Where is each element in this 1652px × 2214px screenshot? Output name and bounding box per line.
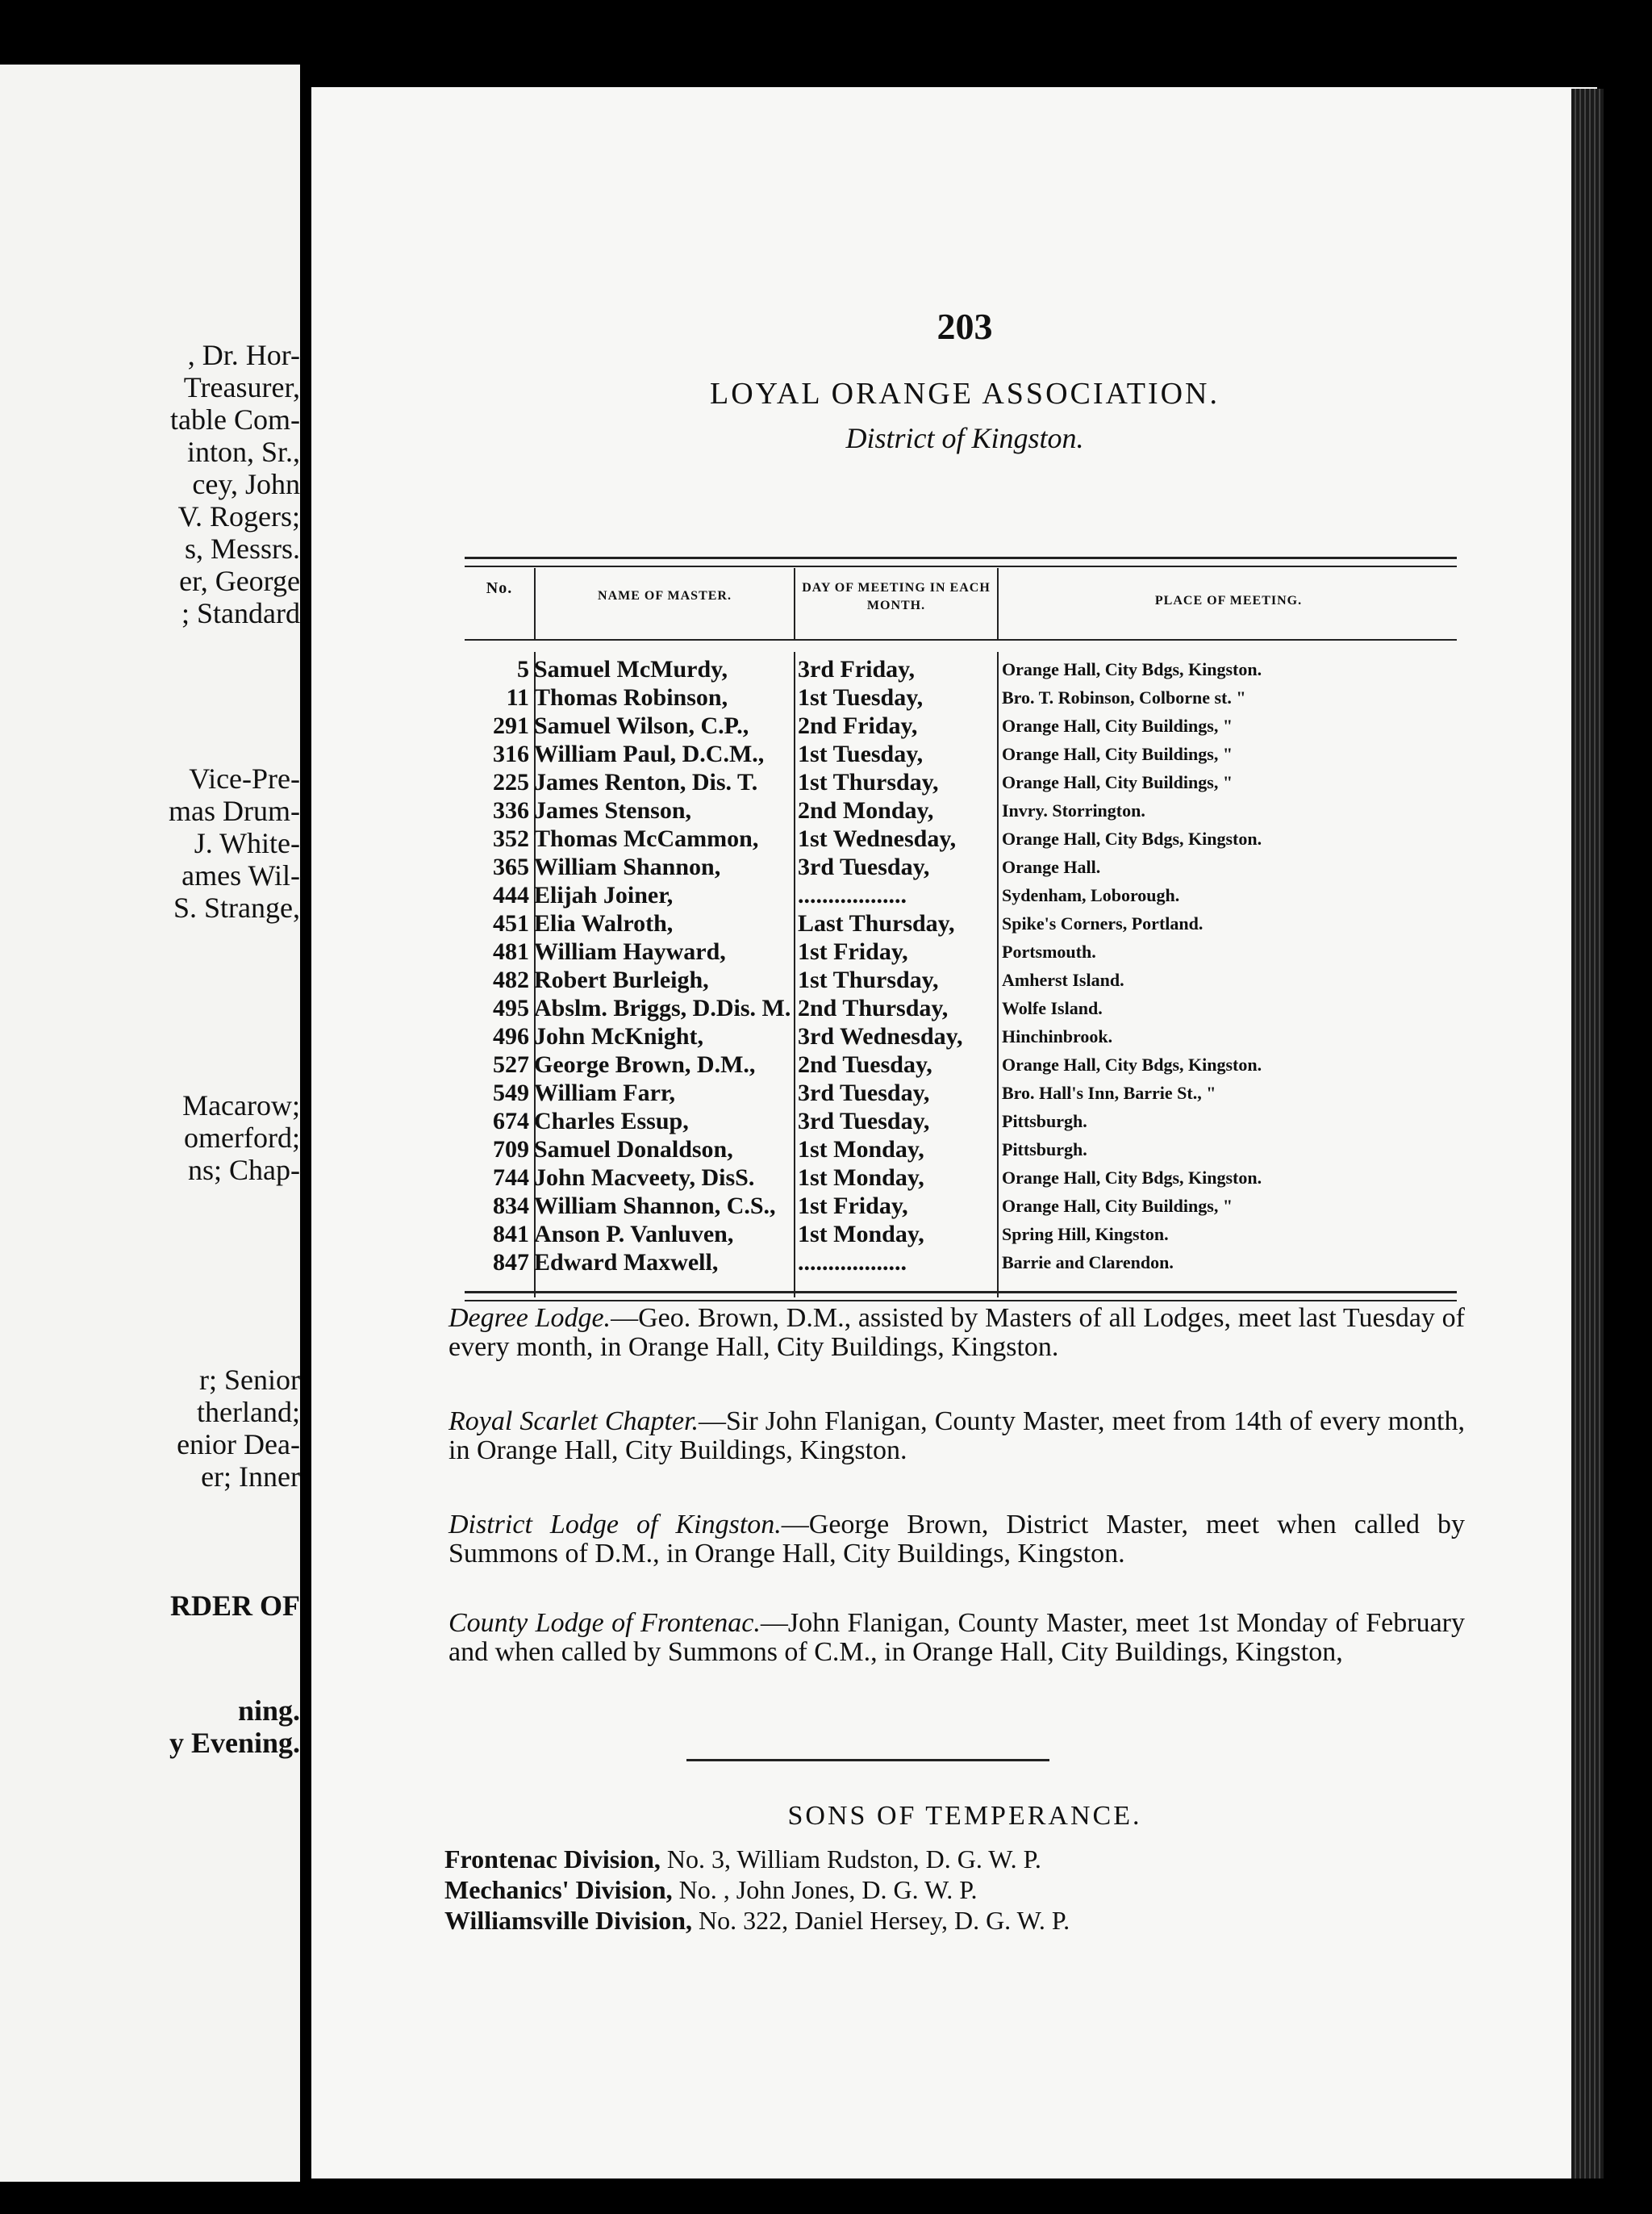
left-page-fragment bbox=[0, 65, 300, 2182]
master-name: Elia Walroth, bbox=[534, 910, 674, 937]
master-name: William Shannon, C.S., bbox=[534, 1193, 776, 1219]
meeting-place: Orange Hall, City Buildings, " bbox=[1002, 1196, 1233, 1216]
header-place: PLACE OF MEETING. bbox=[1154, 594, 1303, 608]
paragraph-lead: County Lodge of Frontenac. bbox=[448, 1608, 761, 1638]
left-page-text-fragment: ; Standard bbox=[181, 597, 300, 629]
lodge-number: 709 bbox=[493, 1136, 529, 1163]
left-page-text-fragment: r; Senior bbox=[199, 1364, 300, 1396]
meeting-place: Orange Hall, City Bdgs, Kingston. bbox=[1002, 829, 1262, 849]
meeting-day: 3rd Tuesday, bbox=[798, 854, 930, 880]
table-row bbox=[465, 994, 1457, 1022]
paragraph-text: —Sir John Flanigan, County Master, meet from 14th of every month, in Orange Hall, City Buildings, Kingston. bbox=[448, 1406, 1465, 1465]
meeting-place: Orange Hall, City Buildings, " bbox=[1002, 716, 1233, 736]
paragraph-lead: Royal Scarlet Chapter. bbox=[448, 1406, 699, 1436]
paragraph-text: —John Flanigan, County Master, meet 1st Monday of February and when called by Summons of C.M., in Orange Hall, City Buildings, Kingston, bbox=[448, 1608, 1465, 1667]
left-page-text-fragment: cey, John bbox=[192, 468, 300, 500]
meeting-day: 2nd Friday, bbox=[798, 712, 918, 739]
table-row bbox=[465, 768, 1457, 796]
meeting-place: Invry. Storrington. bbox=[1002, 800, 1145, 821]
table-column-divider bbox=[997, 568, 999, 639]
left-page-text-fragment: ns; Chap- bbox=[188, 1154, 300, 1186]
lodge-number: 841 bbox=[493, 1221, 529, 1247]
page-number: 203 bbox=[937, 306, 993, 347]
master-name: Elijah Joiner, bbox=[534, 882, 674, 909]
meeting-day: 3rd Wednesday, bbox=[798, 1023, 963, 1050]
paragraph-lead: District Lodge of Kingston. bbox=[448, 1510, 782, 1539]
left-page-text-fragment: Macarow; bbox=[182, 1089, 300, 1122]
left-page-text-fragment: J. White- bbox=[194, 827, 300, 859]
meeting-day: 1st Tuesday, bbox=[798, 684, 924, 711]
lodge-number: 5 bbox=[517, 656, 529, 683]
meeting-day: 1st Wednesday, bbox=[798, 825, 957, 852]
meeting-day: 1st Tuesday, bbox=[798, 741, 924, 767]
county-lodge-paragraph bbox=[448, 1609, 1465, 1667]
meeting-place: Orange Hall, City Buildings, " bbox=[1002, 772, 1233, 792]
left-page-text-fragment: enior Dea- bbox=[177, 1428, 300, 1460]
table-row bbox=[465, 1220, 1457, 1248]
meeting-place: Bro. T. Robinson, Colborne st. " bbox=[1002, 687, 1246, 708]
master-name: William Farr, bbox=[534, 1080, 675, 1106]
left-page-text-fragment: er, George bbox=[179, 565, 300, 597]
meeting-place: Orange Hall, City Bdgs, Kingston. bbox=[1002, 1055, 1262, 1075]
table-row bbox=[465, 1051, 1457, 1079]
left-page-text-fragment: Treasurer, bbox=[183, 371, 300, 403]
meeting-place: Amherst Island. bbox=[1002, 970, 1124, 990]
paragraph-text: —Geo. Brown, D.M., assisted by Masters of all Lodges, meet last Tuesday of every month, in Orange Hall, City Buildings, Kingston. bbox=[448, 1303, 1465, 1362]
left-page-text-fragment: er; Inner bbox=[201, 1460, 300, 1493]
lodge-number: 744 bbox=[493, 1164, 529, 1191]
district-lodge-paragraph bbox=[448, 1510, 1465, 1569]
header-rule bbox=[465, 639, 1457, 641]
table-row bbox=[465, 655, 1457, 683]
meeting-place: Sydenham, Loborough. bbox=[1002, 885, 1180, 905]
meeting-place: Pittsburgh. bbox=[1002, 1111, 1087, 1131]
left-page-text-fragment: table Com- bbox=[170, 403, 300, 436]
right-page bbox=[311, 87, 1597, 2178]
table-row bbox=[465, 1022, 1457, 1051]
table-row bbox=[465, 909, 1457, 938]
master-name: James Stenson, bbox=[534, 797, 692, 824]
lodge-number: 444 bbox=[493, 882, 529, 909]
sons-title: SONS OF TEMPERANCE. bbox=[787, 1801, 1142, 1831]
meeting-day: 1st Monday, bbox=[798, 1221, 924, 1247]
meeting-place: Wolfe Island. bbox=[1002, 998, 1103, 1018]
master-name: Edward Maxwell, bbox=[534, 1249, 719, 1276]
lodge-number: 352 bbox=[493, 825, 529, 852]
lodge-number: 527 bbox=[493, 1051, 529, 1078]
table-row bbox=[465, 966, 1457, 994]
lodge-number: 834 bbox=[493, 1193, 529, 1219]
left-page-text-fragment: ning. bbox=[237, 1694, 300, 1727]
division-details: No. 3, William Rudston, D. G. W. P. bbox=[660, 1844, 1041, 1874]
table-row bbox=[465, 1248, 1457, 1276]
left-page-text-fragment: y Evening. bbox=[169, 1727, 300, 1759]
table-row bbox=[465, 1107, 1457, 1135]
master-name: Abslm. Briggs, D.Dis. M. bbox=[534, 995, 791, 1021]
header-no: No. bbox=[486, 579, 513, 597]
table-row bbox=[465, 1163, 1457, 1192]
lodge-number: 225 bbox=[493, 769, 529, 796]
left-page-text-fragment: mas Drum- bbox=[169, 795, 300, 827]
lodge-number: 365 bbox=[493, 854, 529, 880]
master-name: Thomas Robinson, bbox=[534, 684, 728, 711]
lodge-number: 674 bbox=[493, 1108, 529, 1134]
division-name: Mechanics' Division, bbox=[444, 1875, 673, 1904]
master-name: Thomas McCammon, bbox=[534, 825, 759, 852]
master-name: William Paul, D.C.M., bbox=[534, 741, 765, 767]
table-column-divider bbox=[794, 568, 795, 639]
lodge-number: 496 bbox=[493, 1023, 529, 1050]
meeting-day: 3rd Friday, bbox=[798, 656, 916, 683]
master-name: William Hayward, bbox=[534, 938, 726, 965]
left-page-text-fragment: V. Rogers; bbox=[177, 500, 300, 533]
page-edge bbox=[1571, 89, 1604, 2178]
meeting-day: 1st Thursday, bbox=[798, 769, 939, 796]
master-name: George Brown, D.M., bbox=[534, 1051, 756, 1078]
meeting-day: 1st Friday, bbox=[798, 938, 908, 965]
table-row bbox=[465, 796, 1457, 825]
header-day: DAY OF MEETING IN EACH MONTH. bbox=[802, 581, 991, 612]
left-page-text-fragment: S. Strange, bbox=[173, 892, 300, 924]
left-page-text-fragment: inton, Sr., bbox=[186, 436, 300, 468]
meeting-day: 2nd Tuesday, bbox=[798, 1051, 932, 1078]
meeting-place: Barrie and Clarendon. bbox=[1002, 1252, 1174, 1272]
meeting-place: Orange Hall, City Bdgs, Kingston. bbox=[1002, 659, 1262, 679]
paragraph-text: —George Brown, District Master, meet when called by Summons of D.M., in Orange Hall, City Buildings, Kingston. bbox=[448, 1510, 1466, 1569]
meeting-place: Hinchinbrook. bbox=[1002, 1026, 1113, 1046]
master-name: Charles Essup, bbox=[534, 1108, 689, 1134]
division-name: Williamsville Division, bbox=[444, 1906, 692, 1935]
lodge-number: 316 bbox=[493, 741, 529, 767]
meeting-day: 2nd Monday, bbox=[798, 797, 934, 824]
division-name: Frontenac Division, bbox=[444, 1844, 661, 1874]
meeting-place: Spike's Corners, Portland. bbox=[1002, 913, 1204, 934]
meeting-day: .................. bbox=[798, 882, 907, 909]
master-name: Samuel McMurdy, bbox=[534, 656, 728, 683]
lodge-number: 482 bbox=[493, 967, 529, 993]
lodge-number: 481 bbox=[493, 938, 529, 965]
paragraph-lead: Degree Lodge. bbox=[448, 1303, 611, 1333]
table-row bbox=[465, 881, 1457, 909]
meeting-place: Orange Hall. bbox=[1002, 857, 1101, 877]
left-page-text-fragment: s, Messrs. bbox=[184, 533, 300, 565]
left-page-text-fragment: , Dr. Hor- bbox=[187, 339, 300, 371]
meeting-day: 3rd Tuesday, bbox=[798, 1080, 930, 1106]
lodge-number: 495 bbox=[493, 995, 529, 1021]
left-page-text-fragment: Vice-Pre- bbox=[189, 762, 300, 795]
lodge-number: 11 bbox=[506, 684, 529, 711]
lodge-number: 451 bbox=[493, 910, 529, 937]
page-title: LOYAL ORANGE ASSOCIATION. bbox=[710, 377, 1220, 411]
table-row bbox=[465, 938, 1457, 966]
meeting-place: Orange Hall, City Buildings, " bbox=[1002, 744, 1233, 764]
table-top-rule bbox=[465, 557, 1457, 567]
royal-scarlet-paragraph bbox=[448, 1407, 1465, 1465]
master-name: William Shannon, bbox=[534, 854, 721, 880]
master-name: John McKnight, bbox=[534, 1023, 704, 1050]
meeting-day: 1st Monday, bbox=[798, 1136, 924, 1163]
table-row bbox=[465, 1135, 1457, 1163]
sons-division-line bbox=[444, 1875, 1493, 1904]
left-page-text-fragment: RDER OF bbox=[170, 1589, 300, 1622]
table-bottom-rule bbox=[465, 1291, 1457, 1301]
meeting-day: Last Thursday, bbox=[798, 910, 955, 937]
master-name: John Macveety, DisS. bbox=[534, 1164, 755, 1191]
degree-lodge-paragraph bbox=[448, 1304, 1465, 1362]
left-page-text-fragment: ames Wil- bbox=[181, 859, 300, 892]
table-row bbox=[465, 740, 1457, 768]
master-name: Anson P. Vanluven, bbox=[534, 1221, 734, 1247]
division-details: No. 322, Daniel Hersey, D. G. W. P. bbox=[692, 1906, 1070, 1935]
lodge-number: 336 bbox=[493, 797, 529, 824]
sons-division-line bbox=[444, 1844, 1493, 1874]
book-gutter bbox=[300, 65, 311, 2182]
division-details: No. , John Jones, D. G. W. P. bbox=[672, 1875, 978, 1904]
lodge-number: 291 bbox=[493, 712, 529, 739]
lodge-number: 847 bbox=[493, 1249, 529, 1276]
meeting-day: 1st Monday, bbox=[798, 1164, 924, 1191]
table-row bbox=[465, 825, 1457, 853]
lodge-number: 549 bbox=[493, 1080, 529, 1106]
left-page-text-fragment: omerford; bbox=[184, 1122, 300, 1154]
section-divider bbox=[686, 1759, 1049, 1761]
meeting-day: 1st Thursday, bbox=[798, 967, 939, 993]
meeting-place: Pittsburgh. bbox=[1002, 1139, 1087, 1159]
meeting-day: 3rd Tuesday, bbox=[798, 1108, 930, 1134]
meeting-day: .................. bbox=[798, 1249, 907, 1276]
meeting-place: Bro. Hall's Inn, Barrie St., " bbox=[1002, 1083, 1216, 1103]
table-row bbox=[465, 853, 1457, 881]
table-row bbox=[465, 1192, 1457, 1220]
meeting-day: 1st Friday, bbox=[798, 1193, 908, 1219]
table-row bbox=[465, 1079, 1457, 1107]
meeting-place: Portsmouth. bbox=[1002, 942, 1096, 962]
meeting-place: Spring Hill, Kingston. bbox=[1002, 1224, 1169, 1244]
master-name: Samuel Donaldson, bbox=[534, 1136, 733, 1163]
master-name: Samuel Wilson, C.P., bbox=[534, 712, 749, 739]
sons-division-line bbox=[444, 1906, 1493, 1935]
table-row bbox=[465, 683, 1457, 712]
page-subtitle: District of Kingston. bbox=[845, 422, 1084, 454]
master-name: Robert Burleigh, bbox=[534, 967, 709, 993]
table-row bbox=[465, 712, 1457, 740]
header-name: NAME OF MASTER. bbox=[598, 589, 732, 603]
master-name: James Renton, Dis. T. bbox=[534, 769, 758, 796]
table-column-divider bbox=[534, 568, 536, 639]
meeting-place: Orange Hall, City Bdgs, Kingston. bbox=[1002, 1168, 1262, 1188]
meeting-day: 2nd Thursday, bbox=[798, 995, 949, 1021]
left-page-text-fragment: therland; bbox=[197, 1396, 300, 1428]
